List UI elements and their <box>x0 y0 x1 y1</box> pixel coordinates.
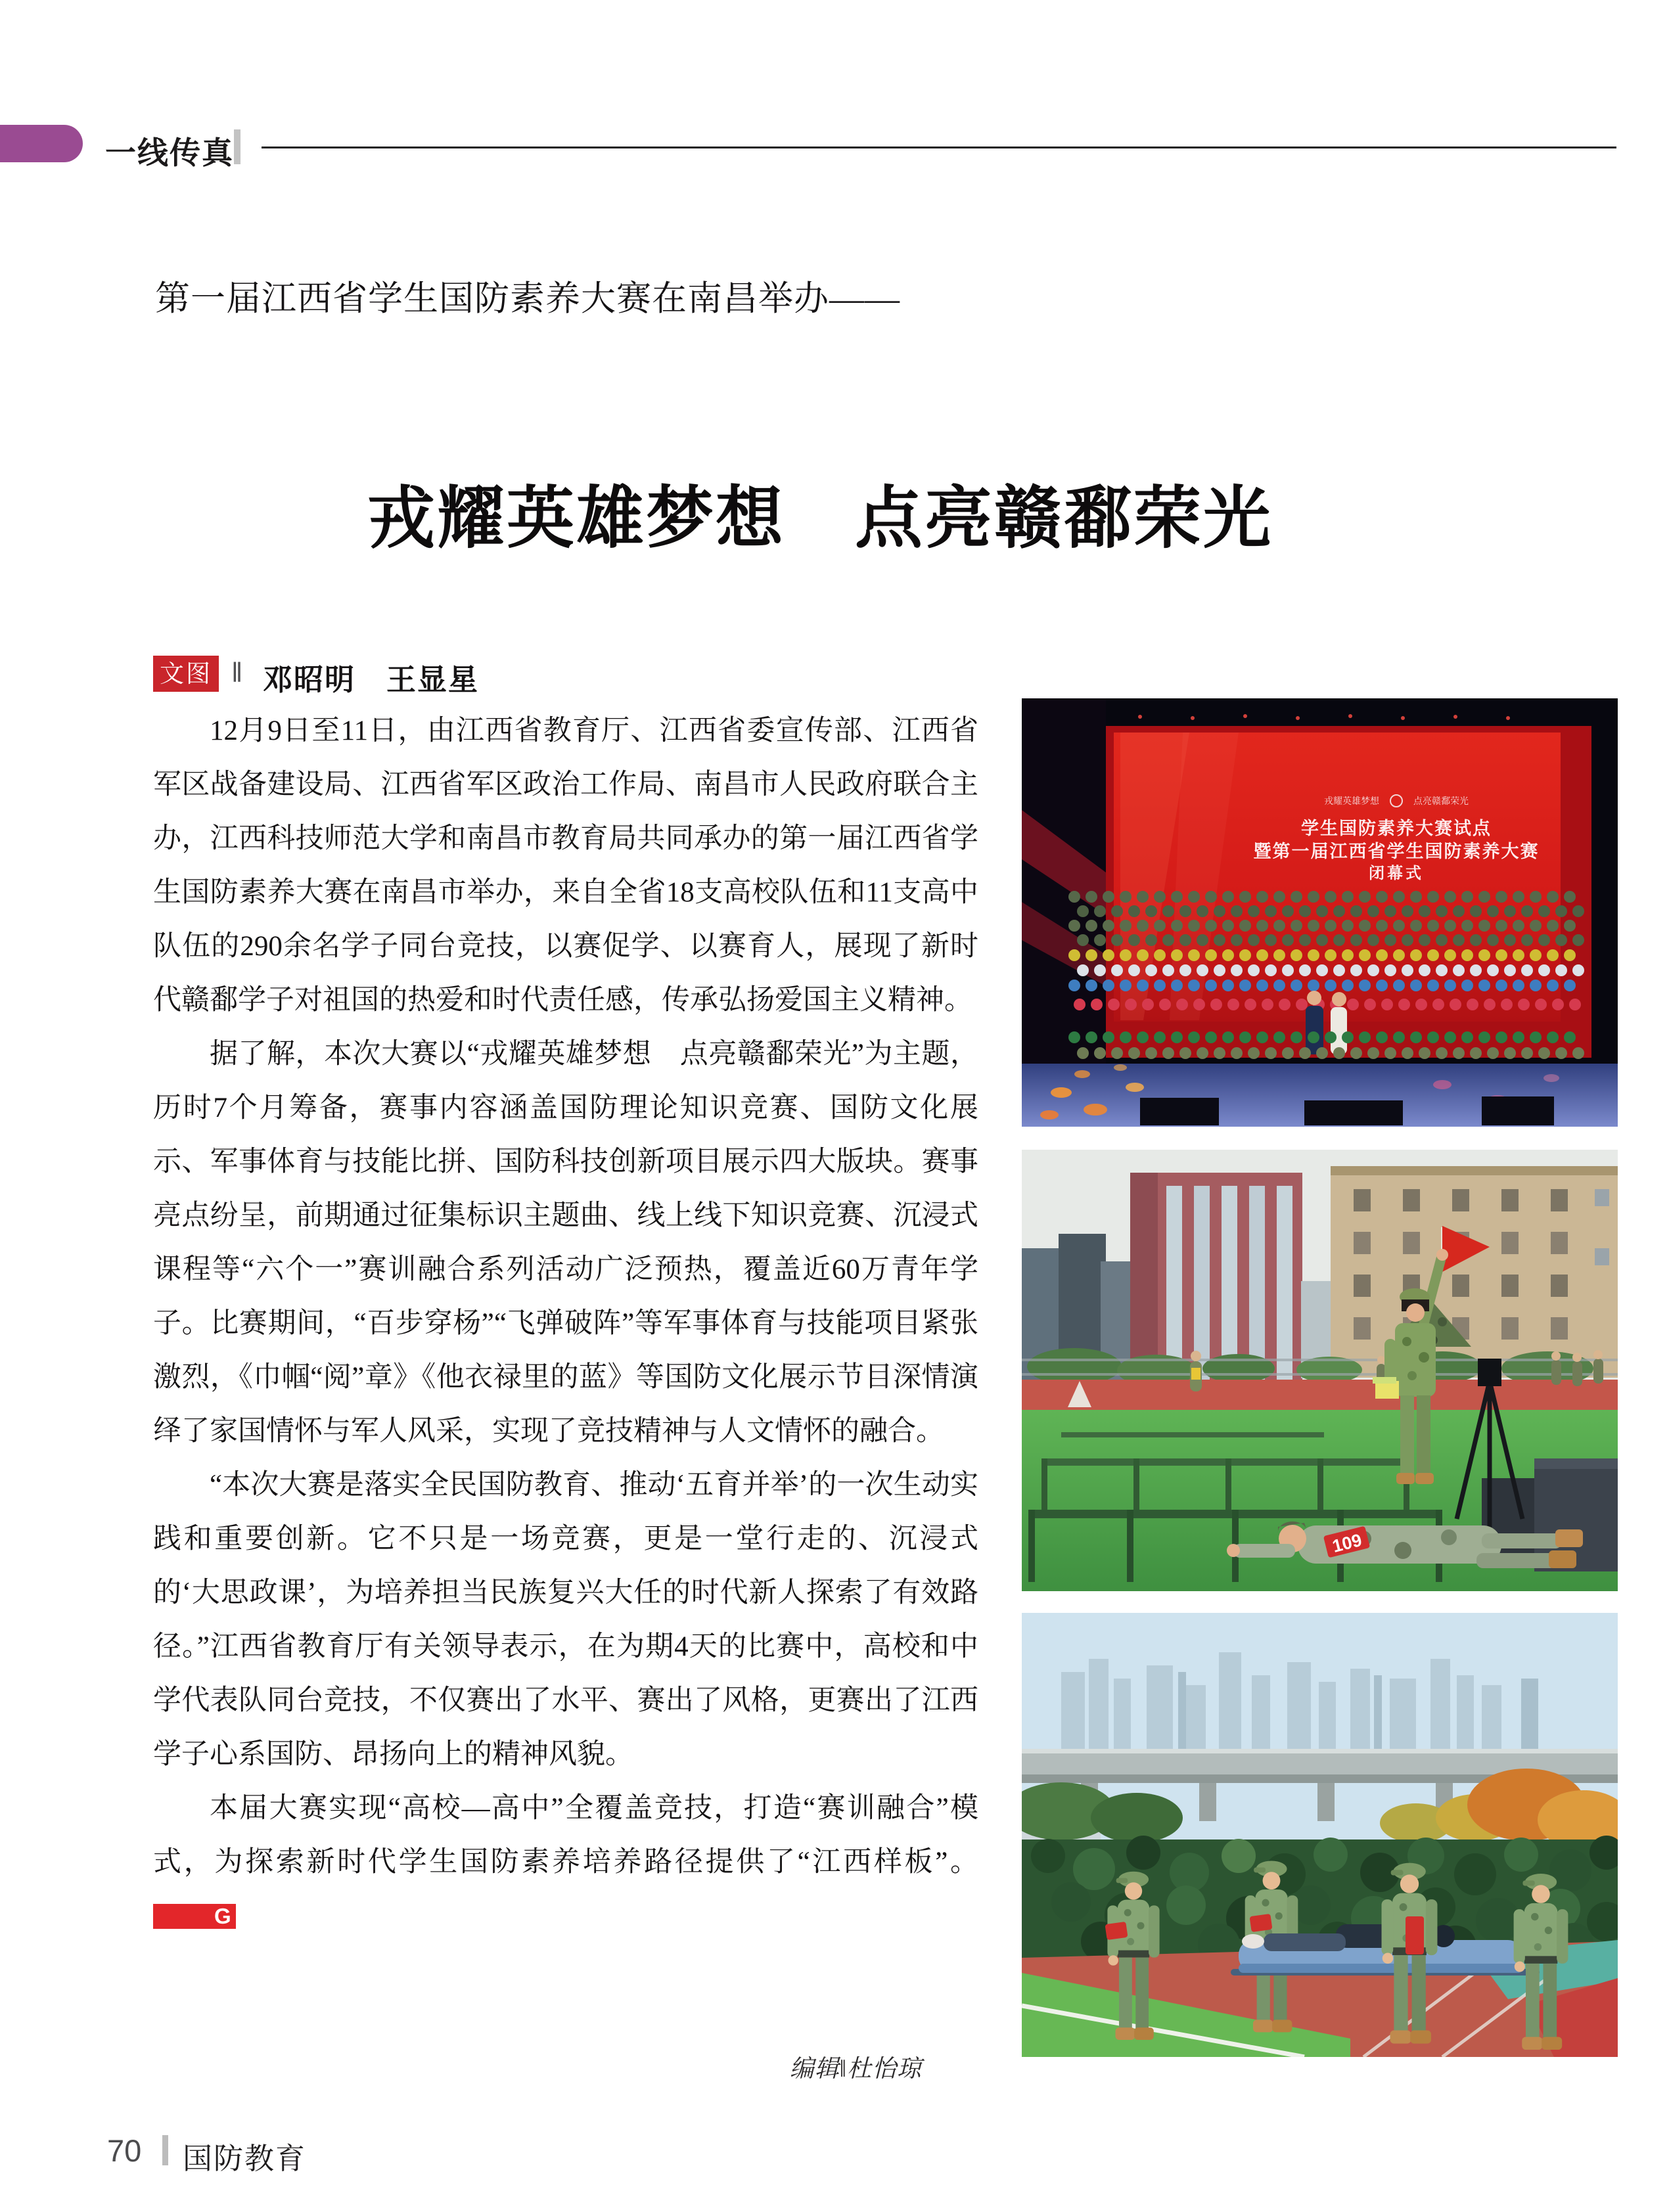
page-number: 70 <box>107 2133 142 2168</box>
footer-divider-bar <box>162 2135 168 2165</box>
competitor-bib: 109 <box>1323 1526 1370 1558</box>
ceremony-illustration <box>1022 698 1618 1127</box>
purple-tab <box>0 125 83 162</box>
paragraph-text: 本届大赛实现“高校—高中”全覆盖竞技，打造“赛训融合”模式，为探索新时代学生国防素养培养路径提供了“江西样板”。 <box>153 1793 978 1878</box>
obstacle-illustration <box>1022 1150 1618 1591</box>
event-logo-icon <box>1390 794 1403 807</box>
byline-authors: 邓昭明 王显星 <box>263 663 480 696</box>
screen-slogan-right: 点亮赣鄱荣光 <box>1413 796 1469 806</box>
article-body <box>153 704 978 1943</box>
editor-credit: 编辑‖杜怡琼 <box>789 2056 922 2083</box>
screen-slogan-left: 戎耀英雄梦想 <box>1324 796 1379 806</box>
screen-line-1: 学生国防素养大赛试点 <box>1301 819 1492 838</box>
paragraph: 12月9日至11日，由江西省教育厅、江西省委宣传部、江西省军区战备建设局、江西省军区政治工作局、南昌市人民政府联合主办，江西科技师范大学和南昌市教育局共同承办的第一届江西省学生国防素养大赛在南昌市举办，来自全省18支高校队伍和11支高中队伍的290余名学子同台竞技，以赛促学、以赛育人，展现了新时代赣鄱学子对祖国的热爱和时代责任感，传承弘扬爱国主义精神。 <box>153 715 978 1016</box>
photo-closing-ceremony <box>1022 698 1618 1127</box>
screen-line-3: 闭幕式 <box>1369 865 1424 882</box>
header-divider-bar <box>234 129 240 164</box>
paragraph: 据了解，本次大赛以“戎耀英雄梦想 点亮赣鄱荣光”为主题，历时7个月筹备，赛事内容涵盖国防理论知识竞赛、国防文化展示、军事体育与技能比拼、国防科技创新项目展示四大版块。赛事亮点纷呈，前期通过征集标识主题曲、线上线下知识竞赛、沉浸式课程等“六个一”赛训融合系列活动广泛预热，覆盖近60万青年学子。比赛期间，“百步穿杨”“飞弹破阵”等军事体育与技能项目紧张激烈，《巾帼“阅”章》《他衣禄里的蓝》等国防文化展示节目深情演绎了家国情怀与军人风采，实现了竞技精神与人文情怀的融合。 <box>153 1039 978 1447</box>
header-rule-line <box>262 147 1616 148</box>
paragraph <box>153 1782 978 1943</box>
kicker: 第一届江西省学生国防素养大赛在南昌举办—— <box>155 280 900 318</box>
byline-separator: ‖ <box>231 657 243 688</box>
photo-obstacle-course <box>1022 1150 1618 1591</box>
stretcher-illustration <box>1022 1613 1618 2057</box>
photo-stretcher-race <box>1022 1613 1618 2057</box>
end-mark: G <box>153 1904 236 1929</box>
screen-slogan-row <box>1324 794 1469 807</box>
paragraph: “本次大赛是落实全民国防教育、推动‘五育并举’的一次生动实践和重要创新。它不只是一场竞赛，更是一堂行走的、沉浸式的‘大思政课’，为培养担当民族复兴大任的时代新人探索了有效路径。”江西省教育厅有关领导表示，在为期4天的比赛中，高校和中学代表队同台竞技，不仅赛出了水平、赛出了风格，更赛出了江西学子心系国防、昂扬向上的精神风貌。 <box>153 1470 978 1770</box>
byline-label: 文图 <box>153 656 219 692</box>
magazine-name: 国防教育 <box>183 2142 307 2175</box>
screen-line-2: 暨第一届江西省学生国防素养大赛 <box>1253 842 1540 861</box>
section-title: 一线传真 <box>105 135 234 170</box>
article-title: 戎耀英雄梦想 点亮赣鄱荣光 <box>367 480 1273 556</box>
